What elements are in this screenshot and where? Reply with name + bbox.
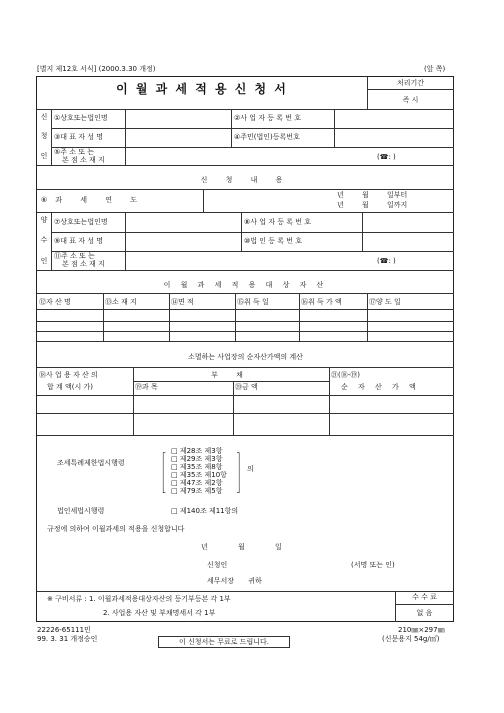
form-title: 이 월 과 세 적 용 신 청 서	[116, 82, 288, 96]
applicant-tel: (☎: )	[377, 153, 396, 161]
asset-col-acq-price: ⑯취 득 가 액	[301, 298, 342, 306]
applicant-rep-label: ③대 표 자 성 명	[54, 133, 103, 141]
asset-col-area: ⑭면 적	[171, 298, 194, 306]
asset-col-transfer-date: ⑰양 도 일	[369, 298, 401, 306]
applicant-sign-label: 신청인	[207, 561, 228, 569]
approval-date: 99. 3. 31 개정승인	[37, 635, 98, 643]
fee-value: 없 음	[416, 609, 433, 617]
transferee-addr-label-1: ⑪주 소 또 는	[54, 252, 95, 260]
debt-account-label: ⑲과 목	[135, 383, 158, 391]
debt-heading: 부 채	[211, 371, 251, 379]
paper-size: 210㎜×297㎜	[398, 626, 445, 634]
statute-law2-item: □ 제140조 제11항의	[171, 507, 239, 515]
attachments-line1: ※ 구비서류 : 1. 이월과세적용대상자산의 등기부등본 각 1부	[47, 595, 231, 603]
tax-year-from: 년 월 일부터	[337, 191, 408, 199]
tax-year-to: 년 월 일까지	[337, 201, 408, 209]
page-side: (앞 쪽)	[424, 65, 446, 73]
statute-law1: 조세특례제한법시행령	[57, 459, 125, 467]
applicant-char-1: 신	[40, 113, 48, 121]
request-heading: 신 청 내 용	[200, 176, 291, 184]
applicant-bizno-label: ②사 업 자 등 록 번 호	[234, 114, 301, 122]
free-notice-box	[158, 636, 290, 648]
transferee-tel: (☎: )	[377, 257, 396, 265]
attachments-line2: 2. 사업용 자산 및 부채명세서 각 1부	[103, 609, 216, 617]
application-form: 이 월 과 세 적 용 신 청 서 처리기간 즉 시 신 청 인 ①상호또는법인명 ②사 업 자 등 록 번 호 ③대 표 자 성 명 ④주민(법인)등록번호 ⑤주 소 또 는 본 점 소 재 지 (☎: ) 신 청 내 용 ⑥과 세 연 도 년 월 일부터 년 월 일까지 양 수 인 ⑦상호또는법인명 ⑧사 업 자 등 록 번 호 ⑨대 표 자 성 명 ⑩법 인 등 록 번 호 ⑪주 소 또 는 본 점 소 재 지 (☎: ) 이 월 과 세 적 용 대 상 자 산 ⑫자 산 명 ⑬소 재 지 ⑭면 적 ⑮취 득 일 ⑯취 득 가 액 ⑰양 도 일 소멸하는 사업장의 순자산가액의 계산 ⑱사 업 용 자 산 의 합 계 액(시 가) 부 채 ⑲과 목 ⑳금 액 ㉑(⑱-⑲) 순 자 산 가 액 조세특례제한법시행령 ┌ │ │ │ │ └ □ 제28조 제3항 □ 제29조 제3항 □ 제35조 제8항 □ 제35조 제10항 □ 제47조 제2항 □ 제79조 제5항 ┐ │ │ │ │ ┘ 의 법인세법시행령 □ 제140조 제11항의 규정에 의하여 이월과세의 적용을 신청합니다 년 월 일 신청인 (서명 또는 인) 세무서장 귀하 ※ 구비서류 : 1. 이월과세적용대상자산의 등기부등본 각 1부 2. 사업용 자산 및 부채명세서 각 1부 수 수 료 없 음	[36, 76, 454, 622]
transferee-char-1: 양	[40, 216, 48, 224]
paper-type: (신문용지 54g/㎡)	[382, 635, 440, 643]
statute-law2: 법인세법시행령	[57, 507, 105, 515]
processing-value: 즉 시	[402, 96, 419, 104]
applicant-char-3: 인	[40, 152, 48, 160]
form-number: [별지 제12호 서식] (2000.3.30 개정)	[37, 65, 156, 73]
statute-item-2: □ 제29조 제3항	[171, 455, 223, 463]
statute-of: 의	[247, 465, 254, 473]
netvalue-heading: 소멸하는 사업장의 순자산가액의 계산	[188, 353, 303, 361]
netvalue-col1-line1: ⑱사 업 용 자 산 의	[39, 371, 98, 379]
net-value-label: 순 자 산 가 액	[341, 383, 420, 391]
transferee-corpno-label: ⑩법 인 등 록 번 호	[244, 237, 302, 245]
net-formula: ㉑(⑱-⑲)	[331, 371, 360, 379]
assets-heading: 이 월 과 세 적 용 대 상 자 산	[163, 281, 328, 289]
applicant-char-2: 청	[40, 132, 48, 140]
application-date: 년 월 일	[201, 543, 282, 551]
tax-office-recipient: 세무서장 귀하	[207, 577, 262, 585]
tax-year-label: ⑥과 세 연 도	[41, 196, 145, 204]
transferee-char-3: 인	[40, 257, 48, 265]
free-notice: 이 신청서는 무료로 드립니다.	[178, 638, 270, 646]
fee-label: 수 수 료	[412, 593, 437, 601]
applicant-addr-label-1: ⑤주 소 또 는	[54, 148, 94, 156]
applicant-name-label: ①상호또는법인명	[54, 114, 108, 122]
asset-col-name: ⑫자 산 명	[39, 298, 71, 306]
statute-item-5: □ 제47조 제2항	[171, 479, 223, 487]
applicant-addr-label-2: 본 점 소 재 지	[62, 156, 105, 164]
statute-apply: 규정에 의하여 이월과세의 적용을 신청합니다	[47, 525, 185, 533]
statute-item-6: □ 제79조 제5항	[171, 487, 223, 495]
processing-label: 처리기간	[396, 79, 425, 87]
transferee-rep-label: ⑨대 표 자 성 명	[54, 237, 103, 245]
debt-amount-label: ⑳금 액	[235, 383, 258, 391]
form-code: 22226-65111민	[37, 626, 91, 634]
statute-item-1: □ 제28조 제3항	[171, 447, 223, 455]
transferee-char-2: 수	[40, 236, 48, 244]
statute-item-4: □ 제35조 제10항	[171, 471, 227, 479]
asset-col-location: ⑬소 재 지	[105, 298, 137, 306]
netvalue-col1-line2: 합 계 액(시 가)	[47, 383, 93, 391]
applicant-resid-label: ④주민(법인)등록번호	[234, 133, 300, 141]
statute-item-3: □ 제35조 제8항	[171, 463, 223, 471]
transferee-addr-label-2: 본 점 소 재 지	[62, 260, 105, 268]
sign-or-seal: (서명 또는 인)	[351, 561, 395, 569]
transferee-name-label: ⑦상호또는법인명	[54, 218, 108, 226]
transferee-bizno-label: ⑧사 업 자 등 록 번 호	[244, 218, 311, 226]
asset-col-acq-date: ⑮취 득 일	[237, 298, 269, 306]
